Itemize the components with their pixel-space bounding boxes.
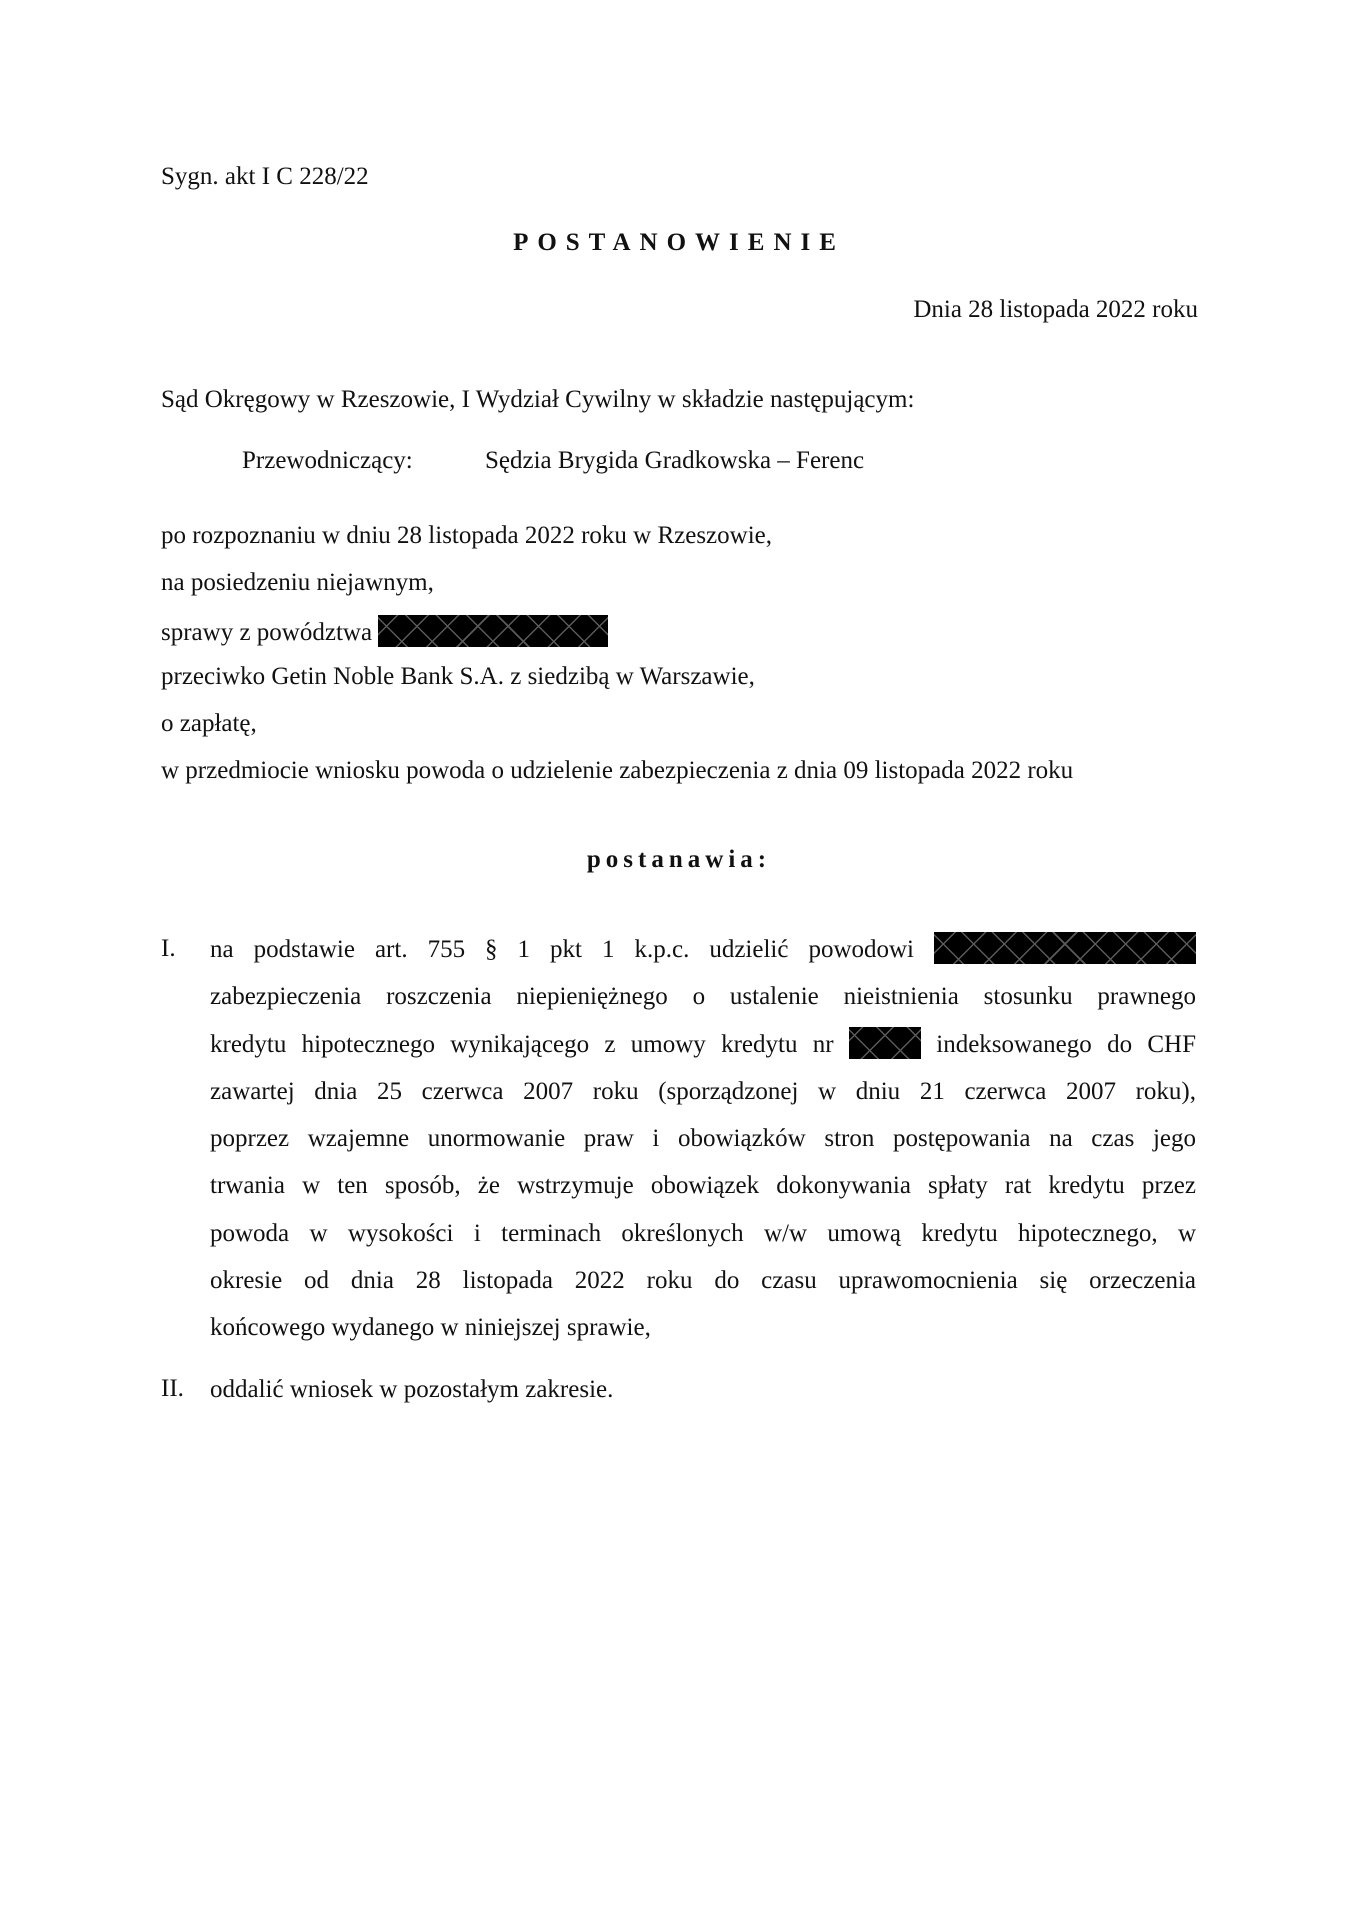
case-signature: Sygn. akt I C 228/22 xyxy=(161,163,369,190)
redacted-plaintiff-name-2 xyxy=(934,932,1196,964)
court-composition: Sąd Okręgowy w Rzeszowie, I Wydział Cywilny w składzie następującym: xyxy=(161,386,915,413)
item-1-line-4: zawartej dnia 25 czerwca 2007 roku (sporządzonej w dniu 21 czerwca 2007 roku), xyxy=(210,1077,1196,1105)
plaintiff-intro: sprawy z powództwa xyxy=(161,619,373,646)
proceedings-line-1: po rozpoznaniu w dniu 28 listopada 2022 roku w Rzeszowie, xyxy=(161,522,772,549)
item-2-body xyxy=(210,1366,1196,1413)
item-1-line-1: na podstawie art. 755 § 1 pkt 1 k.p.c. udzielić powodowi xyxy=(210,926,1196,973)
proceedings-line-4: przeciwko Getin Noble Bank S.A. z siedzibą w Warszawie, xyxy=(161,663,755,690)
item-1-line-2: zabezpieczenia roszczenia niepieniężnego o ustalenie nieistnienia stosunku prawnego xyxy=(210,983,1196,1011)
proceedings-line-3 xyxy=(161,615,608,648)
item-1-line-6: trwania w ten sposób, że wstrzymuje obowiązek dokonywania spłaty rat kredytu przez xyxy=(210,1172,1196,1200)
item-1-line-3: kredytu hipotecznego wynikającego z umowy kredytu nr indeksowanego do CHF xyxy=(210,1021,1196,1068)
item-2-number: II. xyxy=(161,1375,184,1402)
proceedings-line-5: o zapłatę, xyxy=(161,710,257,737)
item-1-line-9: końcowego wydanego w niniejszej sprawie, xyxy=(210,1314,651,1342)
item-2-line-1: oddalić wniosek w pozostałym zakresie. xyxy=(210,1376,614,1403)
item-1-body xyxy=(210,926,1196,1352)
document-date: Dnia 28 listopada 2022 roku xyxy=(913,296,1198,323)
redacted-contract-number xyxy=(849,1027,921,1059)
proceedings-line-6: w przedmiocie wniosku powoda o udzielenie zabezpieczenia z dnia 09 listopada 2022 roku xyxy=(161,757,1074,784)
item-1-line-7: powoda w wysokości i terminach określonych w/w umową kredytu hipotecznego, w xyxy=(210,1219,1196,1247)
decision-heading: postanawia: xyxy=(586,846,772,873)
item-1-line-5: poprzez wzajemne unormowanie praw i obowiązków stron postępowania na czas jego xyxy=(210,1125,1196,1153)
item-1-line-8: okresie od dnia 28 listopada 2022 roku do czasu uprawomocnienia się orzeczenia xyxy=(210,1267,1196,1295)
proceedings-line-2: na posiedzeniu niejawnym, xyxy=(161,569,434,596)
item-1-number: I. xyxy=(161,935,176,962)
redacted-plaintiff-name xyxy=(378,615,608,647)
presiding-label: Przewodniczący: xyxy=(242,447,413,474)
presiding-judge: Sędzia Brygida Gradkowska – Ferenc xyxy=(485,447,865,474)
document-title: POSTANOWIENIE xyxy=(513,229,845,256)
